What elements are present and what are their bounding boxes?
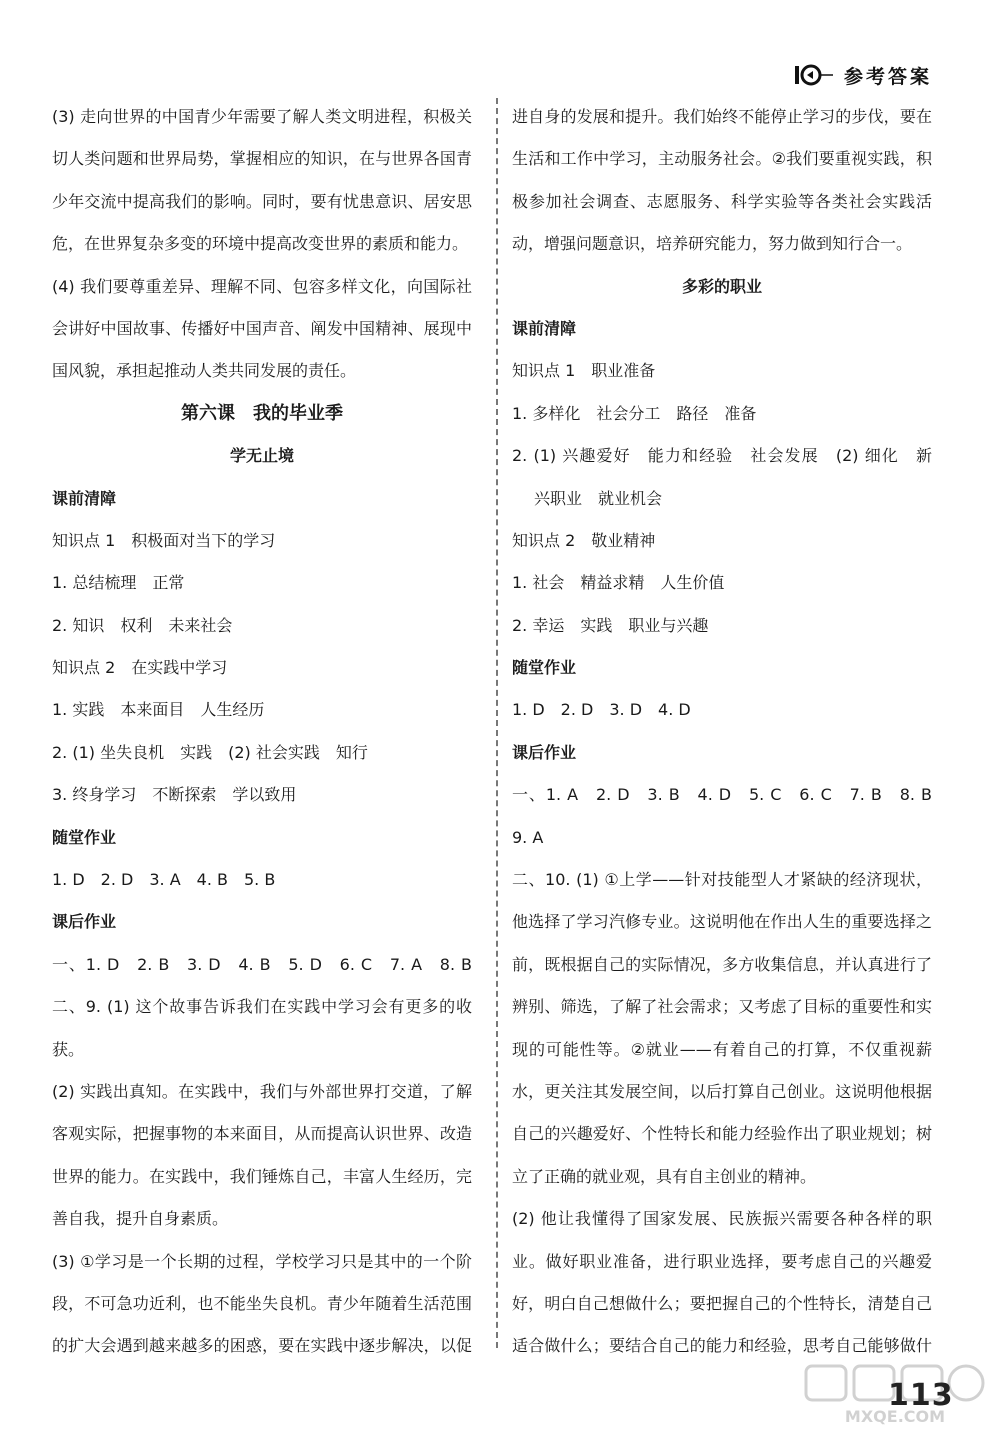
text-line: 切人类问题和世界局势，掌握相应的知识，在与世界各国青 [52, 149, 472, 169]
section-heading: 课前清障 [512, 318, 577, 338]
text-line: 知识点 1 积极面对当下的学习 [52, 530, 276, 550]
text-line: 1. D 2. D 3. A 4. B 5. B [52, 870, 276, 890]
text-line: 前，既根据自己的实际情况，多方收集信息，并认真进行了 [512, 954, 932, 974]
text-line: (3) 走向世界的中国青少年需要了解人类文明进程，积极关 [52, 107, 472, 126]
text-line: (2) 实践出真知。在实践中，我们与外部世界打交道，了解 [52, 1081, 472, 1101]
text-line: 1. D 2. D 3. D 4. D [512, 700, 691, 720]
text-line: 他选择了学习汽修专业。这说明他在作出人生的重要选择之 [512, 912, 932, 932]
watermark-text: MXQE.COM [844, 1407, 946, 1426]
text-line: 段，不可急功近利，也不能坐失良机。青少年随着生活范围 [52, 1293, 472, 1313]
topic-title: 学无止境 [229, 446, 294, 466]
text-line: 客观实际，把握事物的本来面目，从而提高认识世界、改造 [52, 1124, 472, 1144]
column-divider [496, 98, 498, 1348]
text-line: 善自我，提升自身素质。 [52, 1209, 229, 1229]
text-line: 知识点 2 在实践中学习 [52, 658, 228, 678]
text-line: 会讲好中国故事、传播好中国声音、阐发中国精神、展现中 [52, 318, 472, 338]
text-line: 二、10. (1) ①上学——针对技能型人才紧缺的经济现状， [512, 870, 932, 890]
section-heading: 课前清障 [52, 488, 117, 508]
text-line: 2. (1) 兴趣爱好 能力和经验 社会发展 (2) 细化 新 [512, 446, 932, 466]
text-line: 国风貌，承担起推动人类共同发展的责任。 [52, 361, 357, 381]
text-line: 现的可能性等。②就业——有着自己的打算，不仅重视薪 [512, 1039, 932, 1059]
text-line: 1. 社会 精益求精 人生价值 [512, 573, 725, 593]
text-line: 少年交流中提高我们的影响。同时，要有忧患意识、居安思 [52, 191, 472, 211]
text-line: 辨别、筛选，了解了社会需求；又考虑了目标的重要性和实 [512, 997, 932, 1017]
right-column [512, 96, 932, 1368]
text-line: 3. 终身学习 不断探索 学以致用 [52, 785, 297, 805]
text-line: 进自身的发展和提升。我们始终不能停止学习的步伐，要在 [512, 107, 932, 126]
page-number: 113 [888, 1378, 954, 1413]
text-line: 动，增强问题意识，培养研究能力，努力做到知行合一。 [512, 234, 913, 254]
text-line: 生活和工作中学习，主动服务社会。②我们要重视实践，积 [512, 149, 932, 169]
section-heading: 课后作业 [512, 742, 577, 762]
text-line: 好，明白自己想做什么；要把握自己的个性特长，清楚自己 [512, 1293, 932, 1313]
text-line: 世界的能力。在实践中，我们锤炼自己，丰富人生经历，完 [52, 1166, 472, 1186]
text-line: 1. 多样化 社会分工 路径 准备 [512, 403, 757, 423]
text-line: 9. A [512, 827, 544, 847]
text-line: 1. 总结梳理 正常 [52, 573, 185, 593]
text-line: (3) ①学习是一个长期的过程，学校学习只是其中的一个阶 [52, 1251, 472, 1271]
text-line: 二、9. (1) 这个故事告诉我们在实践中学习会有更多的收 [52, 997, 472, 1017]
text-line: 一、1. A 2. D 3. B 4. D 5. C 6. C 7. B 8. B [512, 785, 932, 805]
text-line: 获。 [52, 1039, 85, 1059]
text-line: 一、1. D 2. B 3. D 4. B 5. D 6. C 7. A 8. B [52, 954, 472, 974]
text-line: 1. 实践 本来面目 人生经历 [52, 700, 265, 720]
text-line: 2. 知识 权利 未来社会 [52, 615, 233, 635]
text-line: 知识点 1 职业准备 [512, 361, 656, 381]
left-column [52, 96, 472, 1368]
section-heading: 课后作业 [52, 912, 117, 932]
text-line: 业。做好职业准备，进行职业选择，要考虑自己的兴趣爱 [512, 1251, 932, 1271]
text-line: (2) 他让我懂得了国家发展、民族振兴需要各种各样的职 [512, 1209, 932, 1229]
text-line: 立了正确的就业观，具有自主创业的精神。 [512, 1166, 817, 1186]
watermark-logo [800, 1362, 990, 1428]
text-line: 自己的兴趣爱好、个性特长和能力经验作出了职业规划；树 [512, 1124, 932, 1144]
header-title: 参考答案 [843, 65, 932, 88]
text-line: 2. (1) 坐失良机 实践 (2) 社会实践 知行 [52, 742, 368, 762]
text-line: 兴职业 就业机会 [534, 488, 663, 508]
text-line: 危，在世界复杂多变的环境中提高改变世界的素质和能力。 [52, 234, 469, 254]
lesson-title: 第六课 我的毕业季 [181, 402, 343, 424]
text-line: 极参加社会调查、志愿服务、科学实验等各类社会实践活 [512, 191, 932, 211]
topic-title: 多彩的职业 [681, 276, 762, 296]
circle-arrow-logo-icon [794, 63, 834, 87]
section-heading: 随堂作业 [512, 658, 577, 678]
text-line: (4) 我们要尊重差异、理解不同、包容多样文化，向国际社 [52, 276, 472, 296]
text-line: 适合做什么；要结合自己的能力和经验，思考自己能够做什 [512, 1336, 932, 1356]
text-line: 的扩大会遇到越来越多的困惑，要在实践中逐步解决，以促 [52, 1336, 472, 1356]
text-line: 水，更关注其发展空间，以后打算自己创业。这说明他根据 [512, 1081, 932, 1101]
section-heading: 随堂作业 [52, 827, 117, 847]
text-line: 2. 幸运 实践 职业与兴趣 [512, 615, 709, 635]
text-line: 知识点 2 敬业精神 [512, 530, 656, 550]
page-header [794, 60, 932, 90]
